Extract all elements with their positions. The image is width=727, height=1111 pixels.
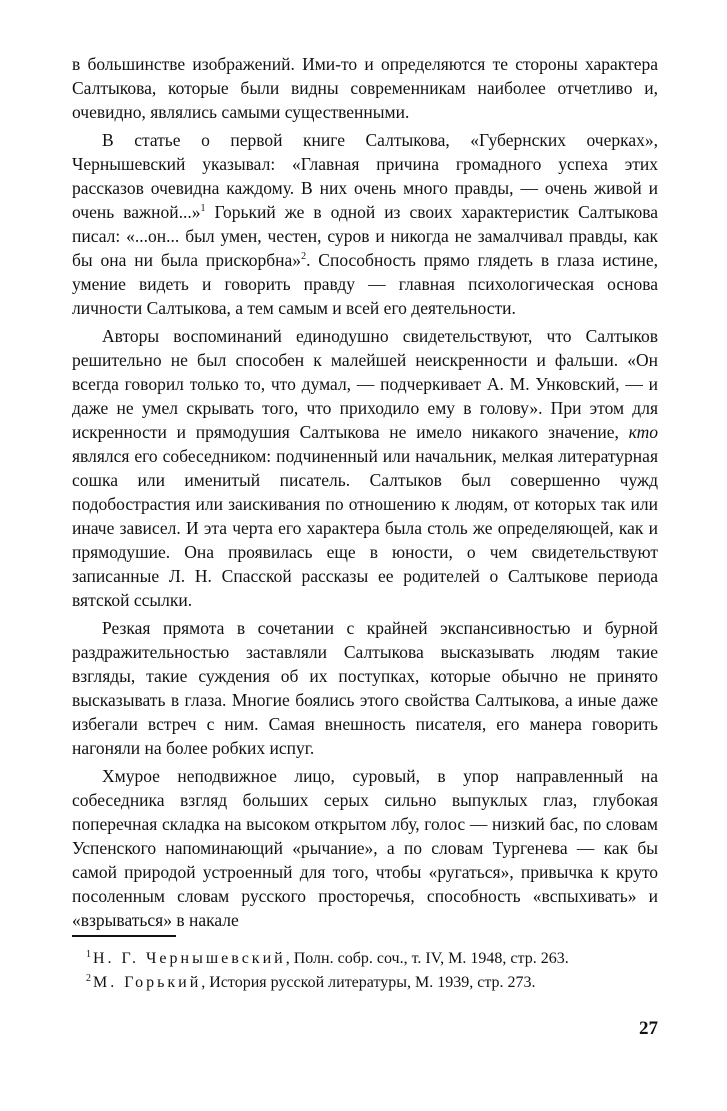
paragraph-3-italic: кто: [628, 422, 658, 442]
footnote-2: [72, 972, 658, 994]
paragraph-4-text: Резкая прямота в сочетании с крайней экспансивностью и бурной раздражительностью заставляли Салтыкова высказывать людям такие взгляды, такие суждения об их поступках, которые обычно не принято высказывать в глаза. Многие боялись этого свойства Салтыкова, а иные даже избегали встреч с ним. Самая внешность писателя, его манера говорить нагоняли на более робких испуг.: [72, 618, 658, 758]
footnotes: [72, 948, 658, 996]
footnote-1-text: , Полн. собр. соч., т. IV, М. 1948, стр. 263.: [285, 950, 569, 967]
footnote-2-mark: 2: [86, 972, 91, 984]
paragraph-4: [72, 616, 658, 760]
paragraph-2-text-a: В статье о первой книге Салтыкова, «Губернских очерках», Чернышевский указывал: «Главная причина громадного успеха этих рассказов очевидна каждому. В них очень много правды, — очень живой и очень важной...»: [72, 130, 658, 222]
paragraph-1-text: в большинстве изображений. Ими-то и определяются те стороны характера Салтыкова, которые были видны современникам наиболее отчетливо и, очевидно, являлись самыми существенными.: [72, 54, 658, 122]
footnote-divider: [72, 935, 176, 937]
footnote-2-text: , История русской литературы, М. 1939, стр. 273.: [201, 974, 536, 991]
footnote-1-mark: 1: [86, 948, 91, 960]
footnote-1-author: Н. Г. Чернышевский: [93, 950, 286, 967]
paragraph-3-text-b: являлся его собеседником: подчиненный или начальник, мелкая литературная сошка или именитый писатель. Салтыков был совершенно чужд подобострастия или заискивания по отношению к людям, от которых так или иначе зависел. И эта черта его характера была столь же определяющей, как и прямодушие. Она проявилась еще в юности, о чем свидетельствуют записанные Л. Н. Спасской рассказы ее родителей о Салтыкове периода вятской ссылки.: [72, 446, 658, 610]
paragraph-2: [72, 128, 658, 320]
footnote-2-author: М. Горький: [93, 974, 202, 991]
paragraph-3: [72, 324, 658, 612]
footnote-ref-2[interactable]: 2: [301, 251, 307, 263]
paragraph-5: [72, 764, 658, 932]
paragraph-5-text: Хмурое неподвижное лицо, суровый, в упор направленный на собеседника взгляд больших серых сильно выпуклых глаз, глубокая поперечная складка на высоком открытом лбу, голос — низкий бас, по словам Успенского напоминающий «рычание», а по словам Тургенева — как бы самой природой устроенный для того, чтобы «ругаться», привычка к круто посоленным словам русского просторечья, способность «вспыхивать» и «взрываться» в накале: [72, 766, 658, 930]
footnote-ref-1[interactable]: 1: [200, 203, 206, 215]
paragraph-3-text-a: Авторы воспоминаний единодушно свидетельствуют, что Салтыков решительно не был способен к малейшей неискренности и фальши. «Он всегда говорил только то, что думал, — подчеркивает А. М. Унковский, — и даже не умел скрывать того, что приходило ему в голову». При этом для искренности и прямодушия Салтыкова не имело никакого значение,: [72, 326, 658, 442]
main-text: [72, 52, 658, 936]
page-number: 27: [639, 1018, 658, 1039]
paragraph-2-text-c: . Способность прямо глядеть в глаза истине, умение видеть и говорить правду — главная психологическая основа личности Салтыкова, а тем самым и всей его деятельности.: [72, 250, 658, 318]
paragraph-1: [72, 52, 658, 124]
footnote-1: [72, 948, 658, 970]
paragraph-2-text-b: Горький же в одной из своих характеристик Салтыкова писал: «...он... был умен, честен, суров и никогда не замалчивал правды, как бы она ни была прискорбна»: [72, 202, 658, 270]
